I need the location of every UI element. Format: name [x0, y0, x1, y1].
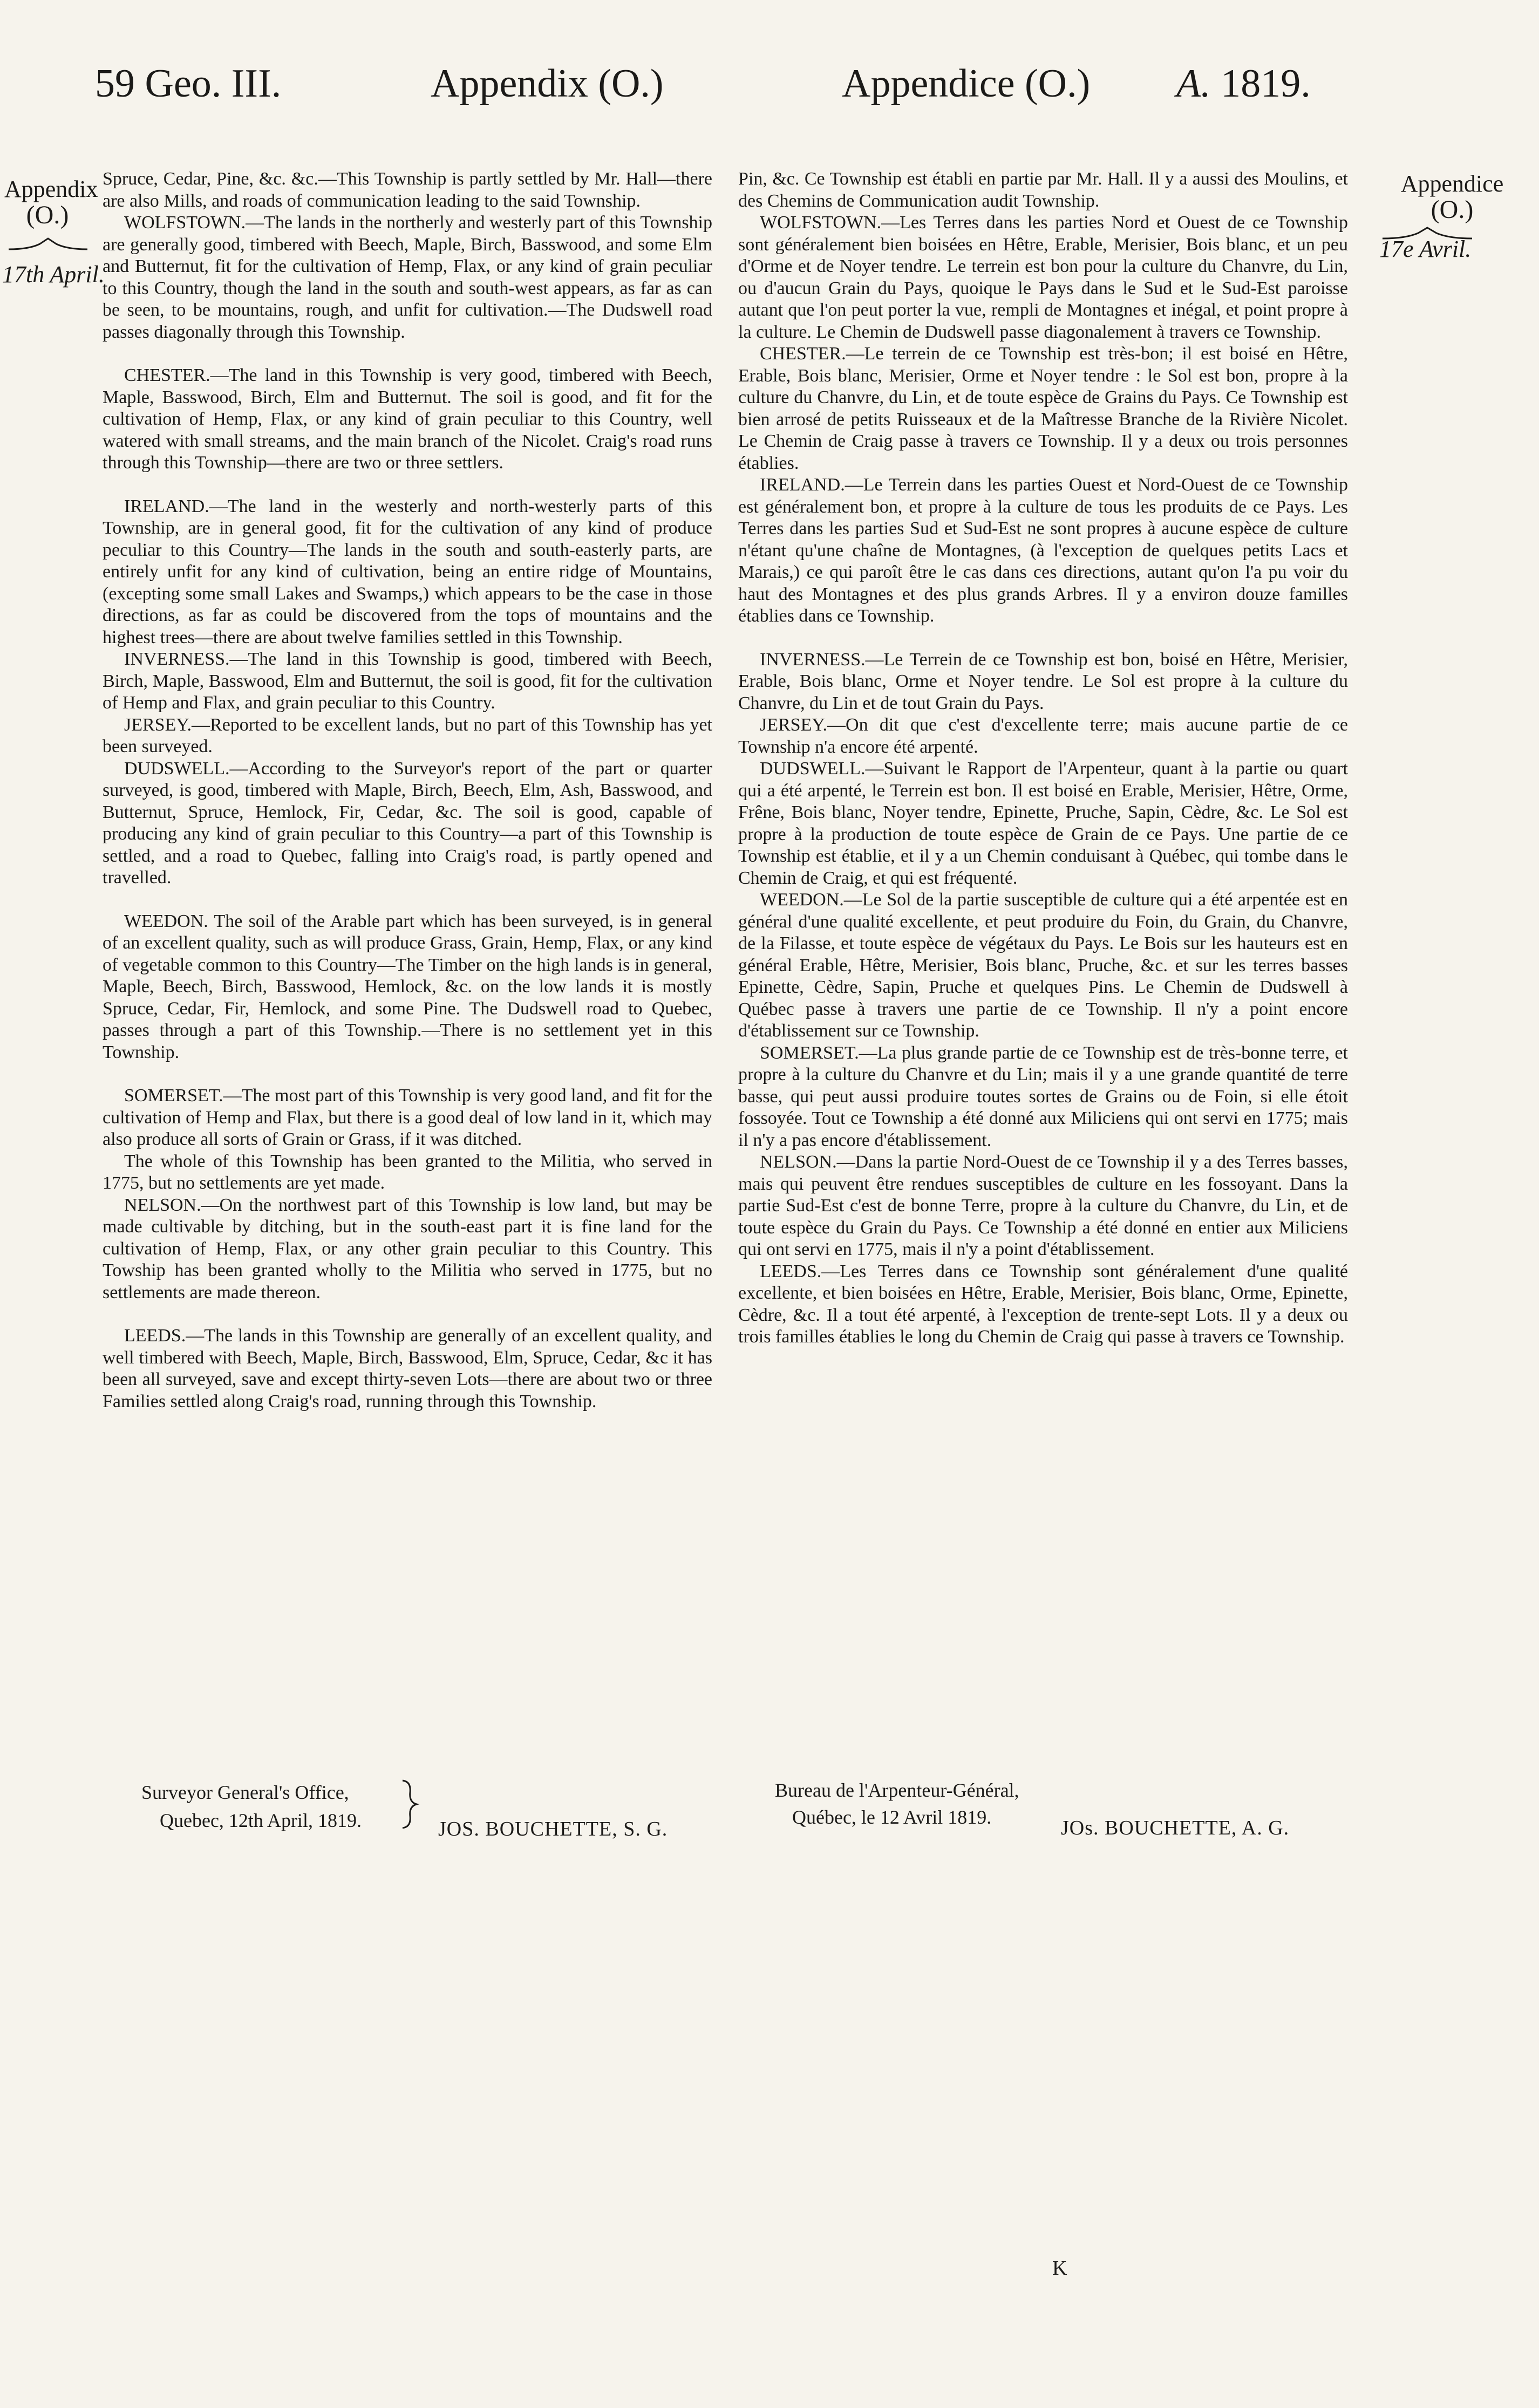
- english-column: [103, 168, 712, 1413]
- en-paragraph-militia: The whole of this Township has been granted to the Militia, who served in 1775, but no settlements are yet made.: [103, 1151, 712, 1193]
- fr-paragraph-ireland: IRELAND.—Le Terrein dans les parties Ouest et Nord-Ouest de ce Township est généralement bon, et propre à la culture de tous les produits de ce Pays. Les Terres dans les parties Sud et Sud-Est ne sont propres à aucune espèce de culture n'étant qu'une chaîne de Montagnes, (à l'exception de quelques petits Lacs et Marais,) ce qui paroît être le cas dans ces directions, autant qu'on l'a pu voir du haut des Montagnes et des plus grands Arbres. Il y a environ douze familles établies dans ce Township.: [738, 475, 1348, 626]
- en-paragraph-chester: CHESTER.—The land in this Township is very good, timbered with Beech, Maple, Basswood, Birch, Elm and Butternut. The soil is good, and fit for the cultivation of Hemp, Flax, or any kind of grain peculiar to this Country, well watered with small streams, and the main branch of the Nicolet. Craig's road runs through this Township—there are two or three settlers.: [103, 365, 712, 473]
- margin-label-o-right: (O.): [1431, 195, 1474, 224]
- fr-paragraph-jersey: JERSEY.—On dit que c'est d'excellente terre; mais aucune partie de ce Township n'a encore été arpenté.: [738, 715, 1348, 757]
- en-paragraph-nelson: NELSON.—On the northwest part of this Township is low land, but may be made cultivable by ditching, but in the south-east part it is fine land for the cultivation of Hemp, Flax, or any other grain peculiar to this Country. This Towship has been granted wholly to the Militia who served in 1775, but no settlements are made thereon.: [103, 1195, 712, 1302]
- margin-label-o: (O.): [26, 201, 69, 230]
- fr-paragraph-somerset: SOMERSET.—La plus grande partie de ce Township est de très-bonne terre, et propre à la culture du Chanvre et du Lin; mais il y a une grande quantité de terre basse, qui peut aussi produire toutes sortes de Grains ou de Foin, si elle étoit fossoyée. Tout ce Township a été donné aux Miliciens qui ont servi en 1775; mais il n'y a pas encore d'établissement.: [738, 1042, 1348, 1150]
- fr-paragraph-chester: CHESTER.—Le terrein de ce Township est très-bon; il est boisé en Hêtre, Erable, Bois blanc, Merisier, Orme et Noyer tendre : le Sol est bon, propre à la culture du Chanvre, du Lin, et de toute espèce de Grains du Pays. Ce Township est bien arrosé de petits Ruisseaux et de la Maîtresse Branche de la Rivière Nicolet. Le Chemin de Craig passe à travers ce Township. Il y a deux ou trois personnes établies.: [738, 344, 1348, 473]
- fr-paragraph-leeds: LEEDS.—Les Terres dans ce Township sont généralement d'une qualité excellente, et bien boisées en Hêtre, Erable, Merisier, Bois blanc, Orme, Epinette, Cèdre, &c. Il a tout été arpenté, à l'exception de trente-sept Lots. Il y a deux ou trois familles établies le long du Chemin de Craig qui passe à travers ce Township.: [738, 1261, 1348, 1347]
- margin-date-left: 17th April.: [2, 261, 105, 288]
- fr-signature-date: Québec, le 12 Avril 1819.: [792, 1806, 992, 1828]
- running-head-year: [1176, 64, 1311, 104]
- margin-brace-left-icon: [8, 237, 88, 251]
- signature-brace-icon: [399, 1778, 421, 1830]
- fr-paragraph-inverness: INVERNESS.—Le Terrein de ce Township est bon, boisé en Hêtre, Merisier, Erable, Bois blanc, Orme et Noyer tendre. Le Sol est propre à la culture du Chanvre, du Lin et de tout Grain du Pays.: [738, 649, 1348, 713]
- en-paragraph-continuation: Spruce, Cedar, Pine, &c. &c.—This Township is partly settled by Mr. Hall—there are also Mills, and roads of communication leading to the said Township.: [103, 169, 712, 211]
- fr-signature-office: Bureau de l'Arpenteur-Général,: [775, 1779, 1019, 1801]
- running-head-appendice: Appendice (O.): [842, 62, 1091, 106]
- signature-mark: K: [1052, 2257, 1067, 2280]
- en-paragraph-leeds: LEEDS.—The lands in this Township are generally of an excellent quality, and well timbered with Beech, Maple, Birch, Basswood, Elm, Spruce, Cedar, &c it has been all surveyed, save and except thirty-seven Lots—there are about two or three Families settled along Craig's road, running through this Township.: [103, 1326, 712, 1411]
- en-paragraph-ireland: IRELAND.—The land in the westerly and north-westerly parts of this Township, are in general good, fit for the cultivation of any kind of produce peculiar to this Country—The lands in the south and south-easterly parts, are entirely unfit for any kind of cultivation, being an entire ridge of Mountains, (excepting some small Lakes and Swamps,) which appears to be the case in those directions, as far as could be discovered from the tops of mountains and the highest trees—there are about twelve families settled in this Township.: [103, 496, 712, 647]
- en-paragraph-dudswell: DUDSWELL.—According to the Surveyor's report of the part or quarter surveyed, is good, timbered with Maple, Birch, Beech, Elm, Ash, Basswood, and Butternut, Spruce, Hemlock, Fir, Cedar, &c. The soil is good, capable of producing any kind of grain peculiar to this Country—a part of this Township is settled, and a road to Quebec, falling into Craig's road, is partly opened and travelled.: [103, 758, 712, 888]
- en-paragraph-weedon: WEEDON. The soil of the Arable part which has been surveyed, is in general of an excellent quality, such as will produce Grass, Grain, Hemp, Flax, or any kind of vegetable common to this Country—The Timber on the high lands is in general, Maple, Beech, Birch, Basswood, Hemlock, &c. on the low lands it is mostly Spruce, Cedar, Fir, Hemlock, and some Pine. The Dudswell road to Quebec, passes through a part of this Township.—There is no settlement yet in this Township.: [103, 911, 712, 1062]
- margin-date-right: 17e Avril.: [1379, 236, 1472, 262]
- margin-note-right: [1379, 172, 1525, 224]
- running-head-appendix: Appendix (O.): [431, 62, 664, 106]
- en-signature-office: Surveyor General's Office,: [141, 1782, 349, 1803]
- fr-paragraph-nelson: NELSON.—Dans la partie Nord-Ouest de ce Township il y a des Terres basses, mais qui peuvent être rendues susceptibles de culture en les fossoyant. Dans la partie Sud-Est c'est de bonne Terre, propre à la culture du Chanvre, du Lin, et de toute espèce du Grain du Pays. Ce Township a été donné en entier aux Miliciens qui ont servi en 1775, mais il n'y a point d'établissement.: [738, 1152, 1348, 1259]
- fr-paragraph-dudswell: DUDSWELL.—Suivant le Rapport de l'Arpenteur, quant à la partie ou quart qui a été arpenté, le Terrein est bon. Il est boisé en Erable, Merisier, Hêtre, Orme, Frêne, Bois blanc, Noyer tendre, Epinette, Pruche, Sapin, Cèdre, &c. Le Sol est propre à la production de toute espèce de Grain de ce Pays. Une partie de ce Township est établie, et il y a un Chemin conduisant à Québec, qui tombe dans le Chemin de Craig, et qui est fréquenté.: [738, 759, 1348, 888]
- en-paragraph-jersey: JERSEY.—Reported to be excellent lands, but no part of this Township has yet been surveyed.: [103, 714, 712, 756]
- margin-note-left: [4, 176, 98, 230]
- margin-label-appendice: Appendice: [1400, 170, 1504, 197]
- en-paragraph-wolfstown: WOLFSTOWN.—The lands in the northerly and westerly part of this Township are generally good, timbered with Beech, Maple, Birch, Basswood, and some Elm and Butternut, fit for the cultivation of Hemp, Flax, or any kind of grain peculiar to this Country, though the land in the south and south-west appears, as far as can be seen, to be mountains, rough, and unfit for cultivation.—The Dudswell road passes diagonally through this Township.: [103, 213, 712, 342]
- fr-paragraph-continuation: Pin, &c. Ce Township est établi en partie par Mr. Hall. Il y a aussi des Moulins, et des Chemins de Communication audit Township.: [738, 169, 1348, 211]
- en-paragraph-inverness: INVERNESS.—The land in this Township is good, timbered with Beech, Birch, Maple, Basswood, Elm and Butternut, the soil is good, fit for the cultivation of Hemp and Flax, and grain peculiar to this Country.: [103, 649, 712, 713]
- running-head-a: A.: [1176, 62, 1211, 106]
- en-paragraph-somerset: SOMERSET.—The most part of this Township is very good land, and fit for the cultivation of Hemp and Flax, but there is a good deal of low land in it, which may also produce all sorts of Grain or Grass, if it was ditched.: [103, 1086, 712, 1149]
- french-column: [738, 168, 1348, 1348]
- running-head-left: 59 Geo. III.: [95, 62, 282, 106]
- fr-paragraph-weedon: WEEDON.—Le Sol de la partie susceptible de culture qui a été arpentée est en général d'une qualité excellente, et peut produire du Foin, du Grain, du Chanvre, de la Filasse, et toute espèce de végétaux du Pays. Le Bois sur les hauteurs est en général Erable, Hêtre, Merisier, Bois blanc, Pruche, &c. et sur les terres basses Epinette, Cèdre, Sapin, Pruche et quelques Pins. Le Chemin de Dudswell à Québec passe à travers une partie de ce Township. Il n'y a point encore d'établissement sur ce Township.: [738, 890, 1348, 1041]
- running-head-year-number: 1819.: [1221, 62, 1311, 106]
- fr-paragraph-wolfstown: WOLFSTOWN.—Les Terres dans les parties Nord et Ouest de ce Township sont généralement bien boisées en Hêtre, Erable, Merisier, Bois blanc, et un peu d'Orme et de Noyer tendre. Le terrein est bon pour la culture du Chanvre, du Lin, ou d'aucun Grain du Pays, quoique le Pays dans le Sud et le Sud-Est paroisse autant que l'on peut porter la vue, rempli de Montagnes et inégal, et point propre à la culture. Le Chemin de Dudswell passe diagonalement à travers ce Township.: [738, 213, 1348, 342]
- margin-label-appendix: Appendix: [4, 176, 98, 202]
- en-signature-date: Quebec, 12th April, 1819.: [160, 1810, 362, 1831]
- en-signature-name: JOS. BOUCHETTE, S. G.: [438, 1818, 668, 1840]
- fr-signature-name: JOs. BOUCHETTE, A. G.: [1061, 1817, 1290, 1839]
